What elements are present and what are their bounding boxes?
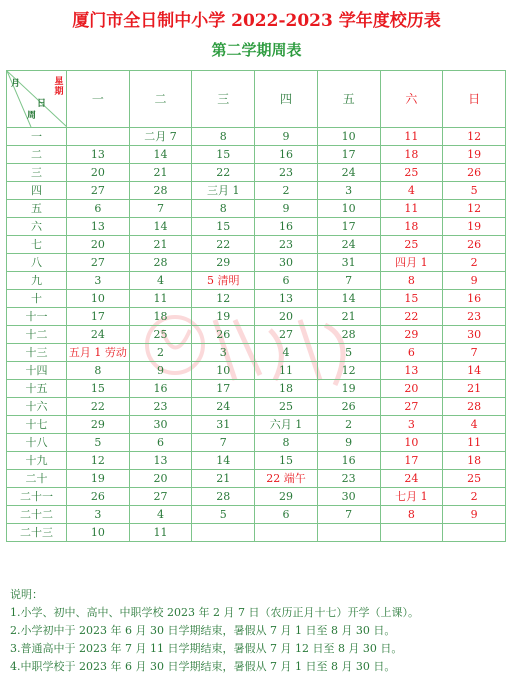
day-cell: 10 xyxy=(317,200,380,218)
week-number: 二十二 xyxy=(7,506,67,524)
day-cell: 16 xyxy=(255,146,318,164)
day-cell: 7 xyxy=(317,506,380,524)
day-cell: 15 xyxy=(380,290,443,308)
day-cell: 11 xyxy=(255,362,318,380)
day-cell: 3 xyxy=(192,344,255,362)
day-cell: 6 xyxy=(255,506,318,524)
header-mon: 一 xyxy=(67,71,130,128)
day-cell: 5 xyxy=(192,506,255,524)
day-cell: 10 xyxy=(67,290,130,308)
day-cell: 29 xyxy=(255,488,318,506)
day-cell: 5 xyxy=(67,434,130,452)
day-cell: 13 xyxy=(380,362,443,380)
day-cell: 31 xyxy=(192,416,255,434)
day-cell: 26 xyxy=(67,488,130,506)
week-number: 二十三 xyxy=(7,524,67,542)
week-row xyxy=(7,452,506,470)
day-cell: 20 xyxy=(129,470,192,488)
day-cell: 23 xyxy=(255,236,318,254)
day-cell: 13 xyxy=(129,452,192,470)
week-row xyxy=(7,470,506,488)
day-cell: 六月 1 xyxy=(255,416,318,434)
day-cell: 23 xyxy=(255,164,318,182)
day-cell: 29 xyxy=(67,416,130,434)
day-cell: 3 xyxy=(380,416,443,434)
day-cell: 16 xyxy=(317,452,380,470)
week-number: 九 xyxy=(7,272,67,290)
day-cell: 9 xyxy=(317,434,380,452)
day-cell: 7 xyxy=(443,344,506,362)
header-fri: 五 xyxy=(317,71,380,128)
week-number: 二 xyxy=(7,146,67,164)
notes-heading: 说明： xyxy=(10,588,43,601)
day-cell: 8 xyxy=(67,362,130,380)
week-number: 十九 xyxy=(7,452,67,470)
day-cell: 26 xyxy=(443,164,506,182)
week-row xyxy=(7,524,506,542)
day-cell: 8 xyxy=(192,128,255,146)
week-row xyxy=(7,434,506,452)
day-cell: 21 xyxy=(129,236,192,254)
day-cell: 22 xyxy=(192,236,255,254)
day-cell: 7 xyxy=(192,434,255,452)
week-number: 四 xyxy=(7,182,67,200)
day-cell: 20 xyxy=(255,308,318,326)
day-cell: 18 xyxy=(380,218,443,236)
day-cell: 26 xyxy=(192,326,255,344)
week-number: 十一 xyxy=(7,308,67,326)
day-cell: 18 xyxy=(380,146,443,164)
day-cell: 9 xyxy=(255,128,318,146)
day-cell: 31 xyxy=(317,254,380,272)
day-cell: 13 xyxy=(67,218,130,236)
week-number: 五 xyxy=(7,200,67,218)
week-number: 十二 xyxy=(7,326,67,344)
day-cell: 17 xyxy=(67,308,130,326)
day-cell: 24 xyxy=(317,236,380,254)
day-cell: 2 xyxy=(443,488,506,506)
day-cell: 10 xyxy=(380,434,443,452)
day-cell: 8 xyxy=(380,272,443,290)
day-cell xyxy=(380,524,443,542)
week-row xyxy=(7,182,506,200)
header-thu: 四 xyxy=(255,71,318,128)
day-cell: 25 xyxy=(255,398,318,416)
day-cell: 22 xyxy=(192,164,255,182)
day-cell: 12 xyxy=(67,452,130,470)
day-cell: 23 xyxy=(443,308,506,326)
day-cell: 11 xyxy=(443,434,506,452)
day-cell: 8 xyxy=(255,434,318,452)
week-row xyxy=(7,362,506,380)
calendar-body xyxy=(7,128,506,542)
day-cell: 30 xyxy=(129,416,192,434)
day-cell: 4 xyxy=(129,272,192,290)
corner-weekday-label: 星期 xyxy=(54,77,64,97)
week-row xyxy=(7,164,506,182)
week-row xyxy=(7,290,506,308)
day-cell: 29 xyxy=(380,326,443,344)
day-cell: 17 xyxy=(317,146,380,164)
day-cell xyxy=(443,524,506,542)
day-cell xyxy=(317,524,380,542)
day-cell: 10 xyxy=(192,362,255,380)
day-cell: 27 xyxy=(67,254,130,272)
day-cell: 19 xyxy=(317,380,380,398)
day-cell: 10 xyxy=(317,128,380,146)
day-cell: 17 xyxy=(192,380,255,398)
week-number: 十 xyxy=(7,290,67,308)
week-number: 二十 xyxy=(7,470,67,488)
day-cell: 4 xyxy=(129,506,192,524)
week-number: 十五 xyxy=(7,380,67,398)
week-row xyxy=(7,416,506,434)
day-cell: 22 xyxy=(67,398,130,416)
day-cell: 9 xyxy=(129,362,192,380)
week-number: 十七 xyxy=(7,416,67,434)
day-cell: 19 xyxy=(67,470,130,488)
day-cell: 28 xyxy=(129,254,192,272)
day-cell: 28 xyxy=(443,398,506,416)
day-cell: 4 xyxy=(255,344,318,362)
header-row xyxy=(7,71,506,128)
page-subtitle: 第二学期周表 xyxy=(211,41,302,59)
day-cell: 7 xyxy=(129,200,192,218)
week-number: 七 xyxy=(7,236,67,254)
day-cell: 26 xyxy=(443,236,506,254)
day-cell: 18 xyxy=(129,308,192,326)
day-cell: 22 xyxy=(380,308,443,326)
day-cell: 25 xyxy=(443,470,506,488)
week-row xyxy=(7,506,506,524)
corner-cell xyxy=(7,71,67,128)
day-cell: 12 xyxy=(317,362,380,380)
day-cell: 11 xyxy=(129,290,192,308)
day-cell: 15 xyxy=(192,146,255,164)
day-cell: 15 xyxy=(67,380,130,398)
day-cell: 13 xyxy=(255,290,318,308)
note-item: 1.小学、初中、高中、中职学校 2023 年 2 月 7 日（农历正月十七）开学（上课）。 xyxy=(10,606,419,619)
day-cell: 30 xyxy=(255,254,318,272)
note-item: 3.普通高中于 2023 年 7 月 11 日学期结束，暑假从 7 月 12 日至 8 月 30 日。 xyxy=(10,642,403,655)
day-cell: 3 xyxy=(67,506,130,524)
page-title: 厦门市全日制中小学 2022-2023 学年度校历表 xyxy=(72,11,441,31)
day-cell: 28 xyxy=(317,326,380,344)
day-cell: 2 xyxy=(443,254,506,272)
day-cell: 21 xyxy=(129,164,192,182)
day-cell: 16 xyxy=(443,290,506,308)
day-cell: 25 xyxy=(380,164,443,182)
week-row xyxy=(7,128,506,146)
day-cell: 14 xyxy=(129,218,192,236)
day-cell: 26 xyxy=(317,398,380,416)
note-item: 4.中职学校于 2023 年 6 月 30 日学期结束，暑假从 7 月 1 日至 8 月 30 日。 xyxy=(10,660,396,673)
day-cell: 25 xyxy=(129,326,192,344)
day-cell: 14 xyxy=(129,146,192,164)
day-cell: 21 xyxy=(317,308,380,326)
day-cell: 8 xyxy=(380,506,443,524)
day-cell: 20 xyxy=(67,236,130,254)
day-cell: 30 xyxy=(317,488,380,506)
week-number: 十三 xyxy=(7,344,67,362)
header-sun: 日 xyxy=(443,71,506,128)
day-cell: 11 xyxy=(129,524,192,542)
header-tue: 二 xyxy=(129,71,192,128)
day-cell: 21 xyxy=(192,470,255,488)
header-wed: 三 xyxy=(192,71,255,128)
day-cell: 18 xyxy=(255,380,318,398)
day-cell: 2 xyxy=(129,344,192,362)
week-number: 六 xyxy=(7,218,67,236)
day-cell: 五月 1 劳动 xyxy=(67,344,130,362)
week-number: 十八 xyxy=(7,434,67,452)
week-row xyxy=(7,146,506,164)
day-cell: 七月 1 xyxy=(380,488,443,506)
day-cell: 13 xyxy=(67,146,130,164)
day-cell xyxy=(255,524,318,542)
corner-week-label: 周 xyxy=(27,111,37,121)
day-cell: 9 xyxy=(443,272,506,290)
day-cell: 12 xyxy=(443,200,506,218)
week-row xyxy=(7,254,506,272)
corner-month-label: 月 xyxy=(11,79,21,89)
day-cell: 14 xyxy=(192,452,255,470)
day-cell: 9 xyxy=(443,506,506,524)
day-cell: 29 xyxy=(192,254,255,272)
day-cell: 24 xyxy=(67,326,130,344)
day-cell: 2 xyxy=(255,182,318,200)
week-number: 八 xyxy=(7,254,67,272)
week-row xyxy=(7,272,506,290)
week-row xyxy=(7,200,506,218)
day-cell: 17 xyxy=(317,218,380,236)
day-cell: 23 xyxy=(317,470,380,488)
day-cell: 3 xyxy=(317,182,380,200)
day-cell: 4 xyxy=(380,182,443,200)
week-row xyxy=(7,488,506,506)
day-cell: 27 xyxy=(67,182,130,200)
day-cell: 18 xyxy=(443,452,506,470)
day-cell: 14 xyxy=(443,362,506,380)
week-row xyxy=(7,380,506,398)
week-row xyxy=(7,344,506,362)
day-cell: 17 xyxy=(380,452,443,470)
day-cell: 12 xyxy=(192,290,255,308)
day-cell: 6 xyxy=(380,344,443,362)
week-row xyxy=(7,308,506,326)
notes-section xyxy=(10,586,419,676)
day-cell: 二月 7 xyxy=(129,128,192,146)
day-cell: 15 xyxy=(192,218,255,236)
day-cell xyxy=(192,524,255,542)
day-cell: 19 xyxy=(192,308,255,326)
day-cell: 23 xyxy=(129,398,192,416)
day-cell: 21 xyxy=(443,380,506,398)
day-cell xyxy=(67,128,130,146)
day-cell: 22 端午 xyxy=(255,470,318,488)
day-cell: 5 清明 xyxy=(192,272,255,290)
day-cell: 20 xyxy=(67,164,130,182)
day-cell: 6 xyxy=(255,272,318,290)
day-cell: 12 xyxy=(443,128,506,146)
day-cell: 9 xyxy=(255,200,318,218)
header-sat: 六 xyxy=(380,71,443,128)
day-cell: 8 xyxy=(192,200,255,218)
week-number: 二十一 xyxy=(7,488,67,506)
day-cell: 5 xyxy=(317,344,380,362)
day-cell: 24 xyxy=(192,398,255,416)
note-item: 2.小学初中于 2023 年 6 月 30 日学期结束，暑假从 7 月 1 日至 8 月 30 日。 xyxy=(10,624,396,637)
day-cell: 四月 1 xyxy=(380,254,443,272)
day-cell: 30 xyxy=(443,326,506,344)
day-cell: 24 xyxy=(317,164,380,182)
day-cell: 4 xyxy=(443,416,506,434)
day-cell: 19 xyxy=(443,146,506,164)
day-cell: 24 xyxy=(380,470,443,488)
day-cell: 20 xyxy=(380,380,443,398)
week-row xyxy=(7,326,506,344)
day-cell: 11 xyxy=(380,128,443,146)
day-cell: 28 xyxy=(192,488,255,506)
week-number: 十六 xyxy=(7,398,67,416)
week-number: 十四 xyxy=(7,362,67,380)
day-cell: 16 xyxy=(255,218,318,236)
day-cell: 27 xyxy=(255,326,318,344)
day-cell: 10 xyxy=(67,524,130,542)
week-number: 三 xyxy=(7,164,67,182)
day-cell: 5 xyxy=(443,182,506,200)
week-row xyxy=(7,398,506,416)
corner-day-label: 日 xyxy=(37,99,47,109)
day-cell: 16 xyxy=(129,380,192,398)
day-cell: 11 xyxy=(380,200,443,218)
day-cell: 25 xyxy=(380,236,443,254)
day-cell: 2 xyxy=(317,416,380,434)
day-cell: 27 xyxy=(129,488,192,506)
day-cell: 15 xyxy=(255,452,318,470)
week-row xyxy=(7,218,506,236)
day-cell: 6 xyxy=(129,434,192,452)
day-cell: 19 xyxy=(443,218,506,236)
calendar-table xyxy=(6,70,506,542)
day-cell: 3 xyxy=(67,272,130,290)
week-row xyxy=(7,236,506,254)
day-cell: 28 xyxy=(129,182,192,200)
day-cell: 6 xyxy=(67,200,130,218)
day-cell: 14 xyxy=(317,290,380,308)
day-cell: 7 xyxy=(317,272,380,290)
week-number: 一 xyxy=(7,128,67,146)
day-cell: 三月 1 xyxy=(192,182,255,200)
day-cell: 27 xyxy=(380,398,443,416)
